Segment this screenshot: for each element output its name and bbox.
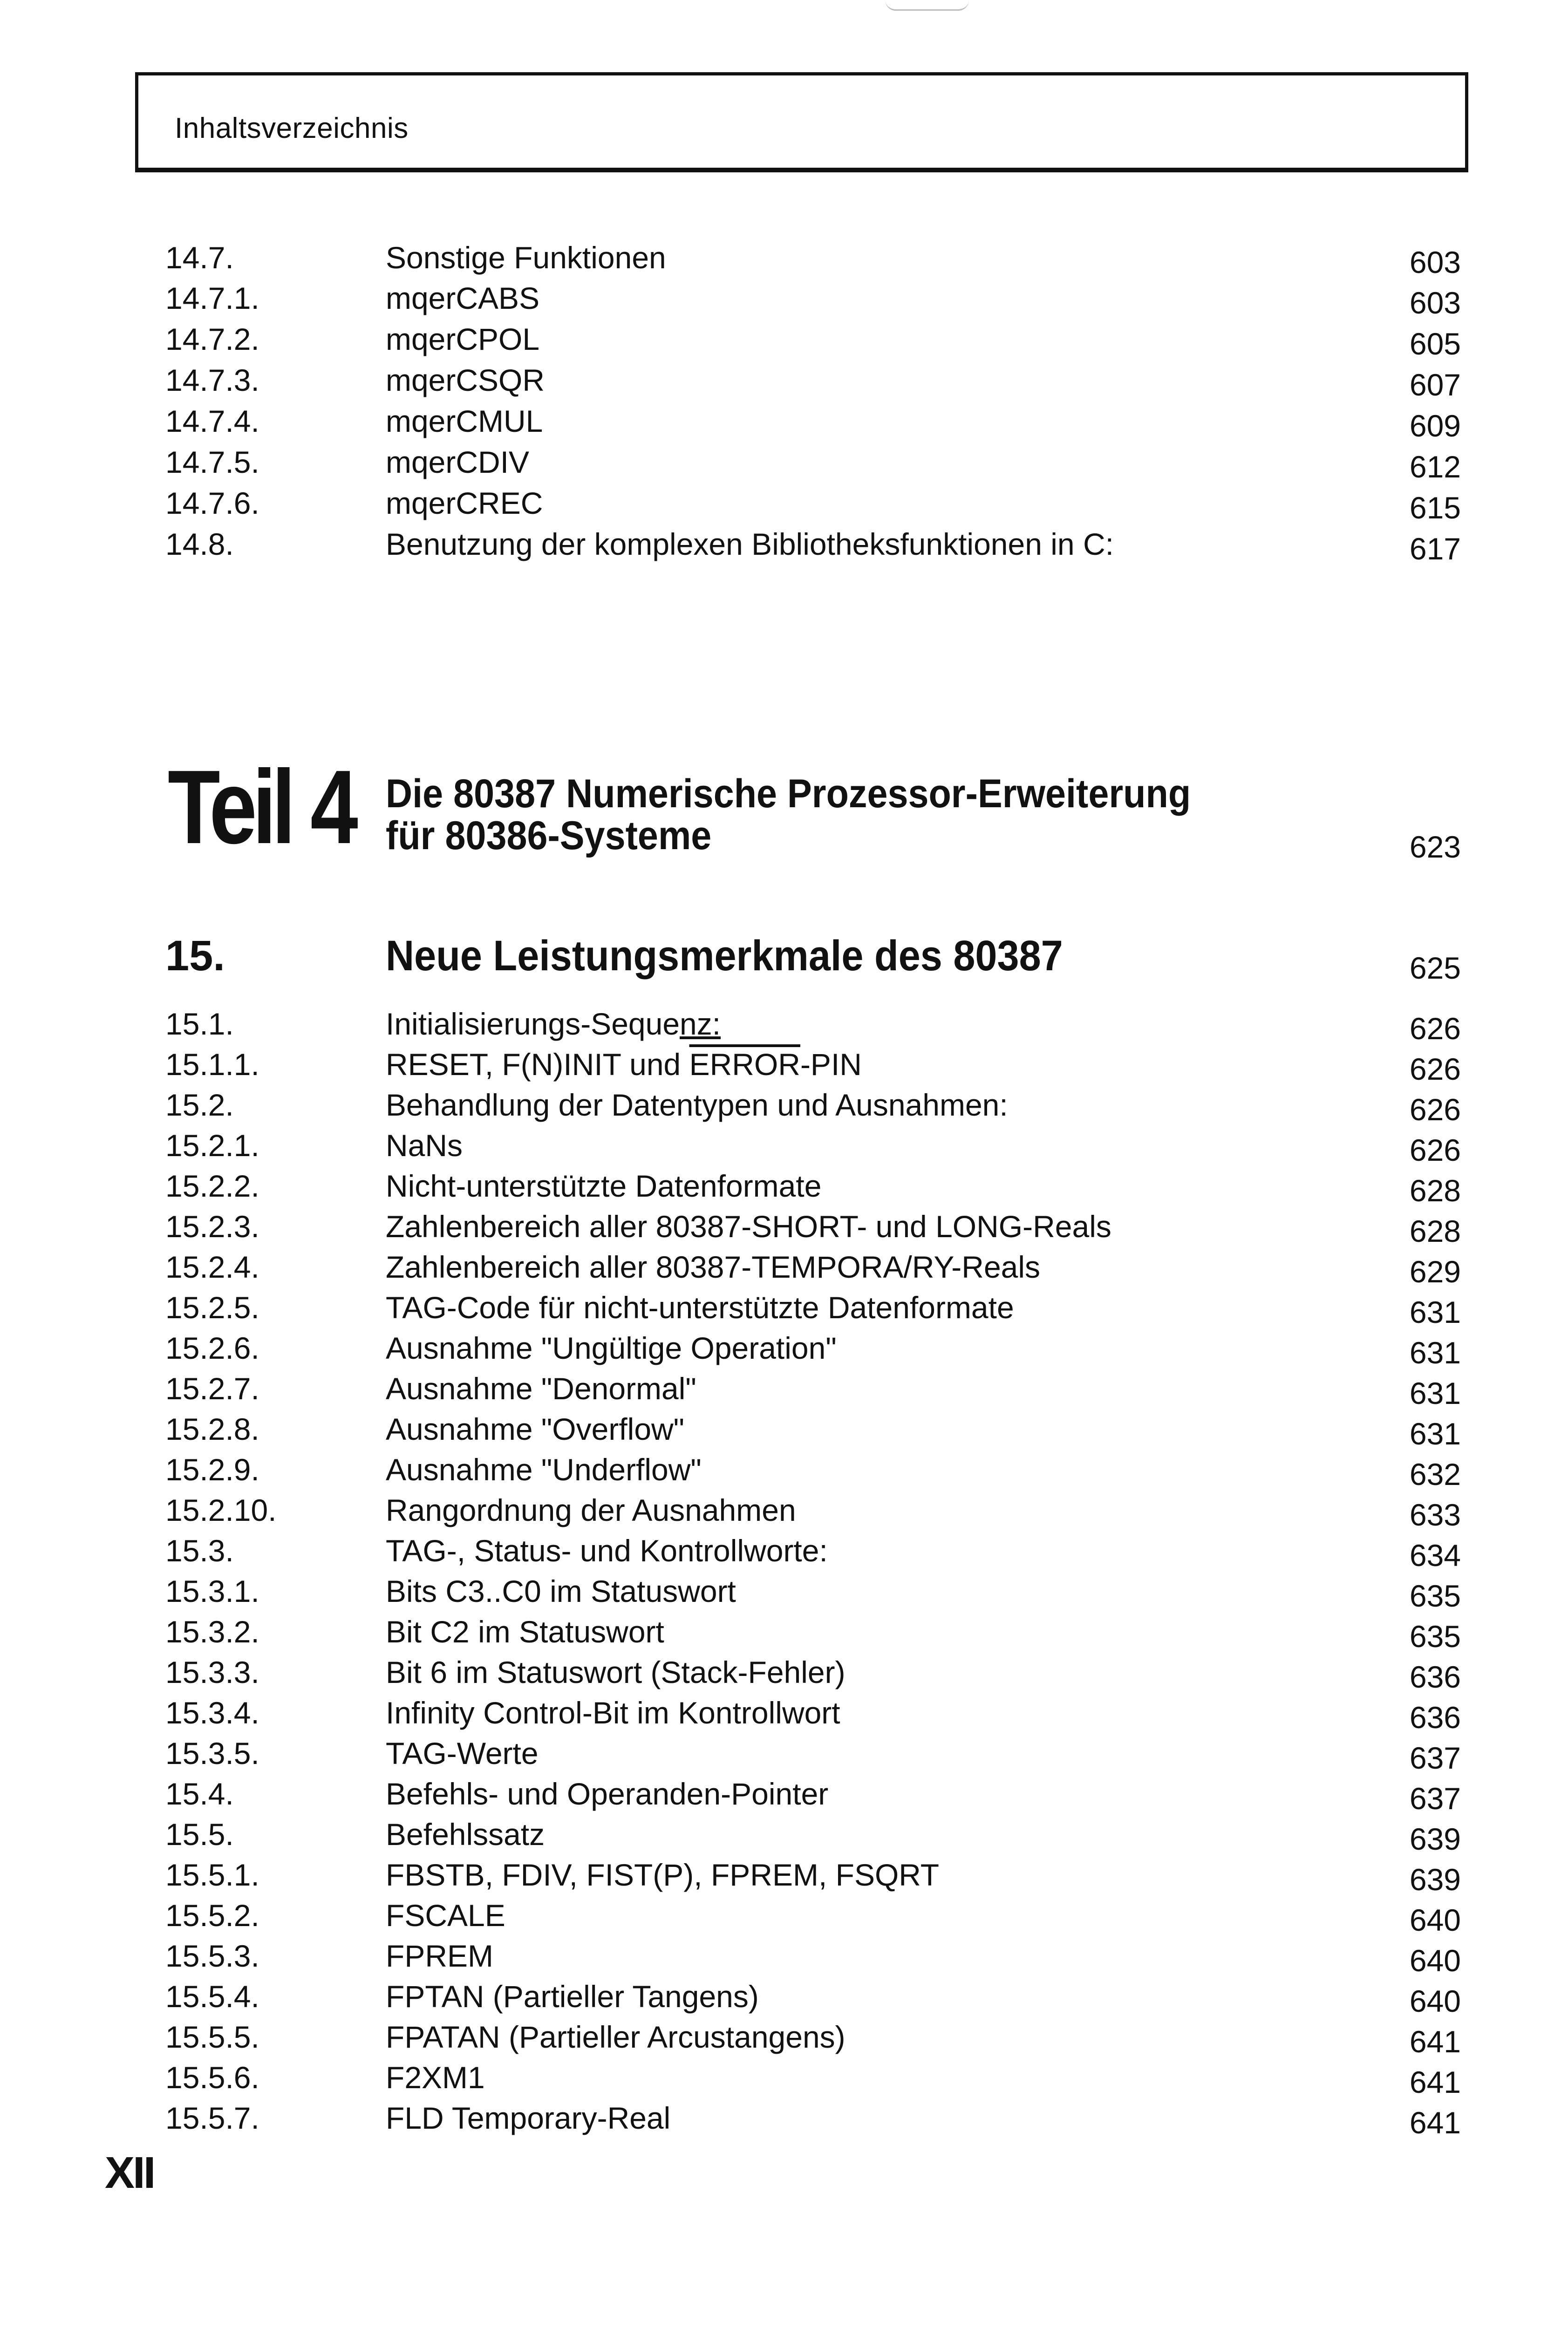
entry-title: TAG-Werte [386,1736,539,1771]
part-title-line-1: Die 80387 Numerische Prozessor-Erweiterung [386,771,1191,816]
part-page: 623 [1409,830,1461,864]
entry-number: 15.2.3. [165,1209,259,1244]
entry-page: 641 [1409,2065,1461,2099]
chapter-title: Neue Leistungsmerkmale des 80387 [386,932,1063,980]
entry-title: FPATAN (Partieller Arcustangens) [386,2020,845,2054]
entry-number: 15.3.4. [165,1696,259,1730]
entry-page: 607 [1409,368,1461,402]
entry-page: 637 [1409,1781,1461,1816]
toc-entry[interactable] [0,1371,1568,1413]
entry-page: 636 [1409,1700,1461,1735]
toc-entry[interactable] [0,403,1568,445]
entry-page: 632 [1409,1457,1461,1491]
toc-entry[interactable] [0,2100,1568,2142]
entry-title-part: -PIN [800,1047,862,1082]
entry-page: 639 [1409,1822,1461,1856]
entry-number: 14.7.4. [165,404,259,438]
entry-title: Benutzung der komplexen Bibliotheksfunktionen in C: [386,527,1114,561]
entry-number: 15.4. [165,1777,234,1811]
entry-title: FPREM [386,1939,493,1973]
entry-title [386,1006,721,1042]
toc-entry[interactable] [0,280,1568,322]
entry-page: 635 [1409,1619,1461,1654]
entry-page: 640 [1409,1984,1461,2018]
entry-number: 14.7.5. [165,445,259,479]
toc-entry[interactable] [0,1533,1568,1575]
toc-entry[interactable] [0,1857,1568,1899]
entry-title: Ausnahme "Ungültige Operation" [386,1331,837,1365]
entry-number: 15.5.4. [165,1979,259,2014]
entry-number: 15.1. [165,1007,234,1041]
entry-title: Rangordnung der Ausnahmen [386,1493,796,1527]
entry-title: Ausnahme "Underflow" [386,1452,702,1487]
toc-entry[interactable] [0,2019,1568,2061]
entry-number: 15.2.4. [165,1250,259,1284]
entry-page: 634 [1409,1538,1461,1573]
entry-number: 15.5.6. [165,2060,259,2095]
header-title: Inhaltsverzeichnis [175,112,409,144]
chapter-page: 625 [1409,951,1461,985]
entry-number: 15.5.1. [165,1858,259,1892]
entry-number: 15.2.6. [165,1331,259,1365]
toc-entry[interactable] [0,526,1568,568]
entry-page: 631 [1409,1376,1461,1410]
chapter-number: 15. [165,932,225,980]
entry-title: mqerCSQR [386,363,545,397]
part-title-line-2: für 80386-Systeme [386,813,712,858]
toc-entry[interactable] [0,1736,1568,1777]
entry-title-part: Initialisierungs-Seque [386,1007,680,1041]
entry-number: 15.2. [165,1088,234,1122]
entry-number: 14.7.3. [165,363,259,397]
entry-title: Behandlung der Datentypen und Ausnahmen: [386,1088,1008,1122]
toc-entry[interactable] [0,1411,1568,1453]
entry-title: mqerCMUL [386,404,543,438]
entry-page: 603 [1409,245,1461,279]
entry-title: Sonstige Funktionen [386,240,666,275]
entry-number: 15.2.9. [165,1452,259,1487]
toc-entry[interactable] [0,1452,1568,1494]
toc-entry[interactable] [0,444,1568,486]
entry-title: FPTAN (Partieller Tangens) [386,1979,759,2014]
toc-entry[interactable] [0,1128,1568,1170]
entry-title: F2XM1 [386,2060,485,2095]
entry-page: 628 [1409,1214,1461,1248]
page-number: XII [105,2148,154,2198]
toc-entry[interactable] [0,1290,1568,1332]
entry-title: TAG-, Status- und Kontrollworte: [386,1533,828,1568]
entry-page: 617 [1409,531,1461,566]
entry-title: TAG-Code für nicht-unterstützte Datenformate [386,1290,1014,1325]
entry-title: Ausnahme "Denormal" [386,1371,696,1406]
toc-entry[interactable] [0,240,1568,282]
toc-entry[interactable] [0,1979,1568,2021]
entry-page: 640 [1409,1903,1461,1937]
entry-page: 629 [1409,1254,1461,1289]
toc-entry[interactable] [0,1087,1568,1129]
entry-title: mqerCREC [386,486,543,520]
entry-number: 15.3.5. [165,1736,259,1771]
entry-page: 639 [1409,1862,1461,1897]
toc-entry[interactable] [0,1817,1568,1859]
entry-title: FLD Temporary-Real [386,2101,671,2135]
toc-entry[interactable] [0,1655,1568,1696]
entry-page: 609 [1409,409,1461,443]
entry-page: 631 [1409,1295,1461,1329]
entry-number: 15.5.3. [165,1939,259,1973]
toc-entry[interactable] [0,1168,1568,1210]
toc-entry[interactable] [0,1047,1568,1089]
entry-title-overlined: ERROR [689,1047,800,1082]
entry-page: 636 [1409,1660,1461,1694]
entry-page: 641 [1409,2024,1461,2059]
toc-entry[interactable] [0,1898,1568,1940]
entry-page: 615 [1409,490,1461,525]
entry-page: 626 [1409,1133,1461,1167]
entry-title: mqerCDIV [386,445,530,479]
toc-entry[interactable] [0,485,1568,527]
entry-page: 626 [1409,1052,1461,1086]
entry-page: 641 [1409,2105,1461,2140]
toc-entry[interactable] [0,1209,1568,1251]
toc-entry[interactable] [0,1614,1568,1656]
toc-entry[interactable] [0,1330,1568,1372]
entry-title: Nicht-unterstützte Datenformate [386,1169,822,1203]
entry-page: 605 [1409,327,1461,361]
entry-title: Infinity Control-Bit im Kontrollwort [386,1696,840,1730]
entry-number: 15.2.2. [165,1169,259,1203]
entry-page: 626 [1409,1011,1461,1046]
entry-title: Bits C3..C0 im Statuswort [386,1574,736,1608]
entry-title: mqerCPOL [386,322,540,356]
entry-title: Ausnahme "Overflow" [386,1412,685,1446]
running-header [135,72,1468,172]
entry-page: 631 [1409,1335,1461,1370]
toc-entry[interactable] [0,1938,1568,1980]
entry-number: 14.7.6. [165,486,259,520]
entry-number: 14.8. [165,527,234,561]
entry-number: 14.7.1. [165,281,259,315]
entry-page: 628 [1409,1173,1461,1208]
entry-number: 15.2.7. [165,1371,259,1406]
entry-title: Zahlenbereich aller 80387-SHORT- und LONG-Reals [386,1209,1111,1244]
entry-title: FBSTB, FDIV, FIST(P), FPREM, FSQRT [386,1858,940,1892]
entry-page: 633 [1409,1498,1461,1532]
toc-entry[interactable] [0,1776,1568,1818]
entry-page: 637 [1409,1741,1461,1775]
entry-title [386,1047,862,1082]
entry-title: Bit 6 im Statuswort (Stack-Fehler) [386,1655,845,1689]
toc-entry[interactable] [0,1573,1568,1615]
toc-entry[interactable] [0,1492,1568,1534]
entry-number: 15.3. [165,1533,234,1568]
entry-title-part: RESET, F(N)INIT und [386,1047,689,1082]
toc-entry[interactable] [0,1695,1568,1737]
entry-number: 15.1.1. [165,1047,259,1082]
entry-number: 15.2.5. [165,1290,259,1325]
entry-number: 15.5. [165,1817,234,1852]
entry-number: 15.3.2. [165,1614,259,1649]
entry-number: 15.2.1. [165,1128,259,1163]
toc-entry[interactable] [0,321,1568,363]
entry-number: 15.5.7. [165,2101,259,2135]
entry-number: 15.2.8. [165,1412,259,1446]
toc-entry[interactable] [0,362,1568,404]
entry-page: 626 [1409,1092,1461,1127]
scan-artifact [885,0,969,11]
entry-title: FSCALE [386,1898,505,1933]
entry-title: Zahlenbereich aller 80387-TEMPORA/RY-Reals [386,1250,1041,1284]
entry-number: 15.5.2. [165,1898,259,1933]
entry-page: 612 [1409,449,1461,484]
toc-entry[interactable] [0,2060,1568,2102]
entry-number: 15.5.5. [165,2020,259,2054]
entry-title: Befehlssatz [386,1817,545,1852]
entry-number: 15.2.10. [165,1493,277,1527]
entry-title: NaNs [386,1128,463,1163]
entry-title: Befehls- und Operanden-Pointer [386,1777,829,1811]
entry-number: 15.3.1. [165,1574,259,1608]
entry-title-underlined: nz: [680,1007,721,1041]
entry-page: 603 [1409,286,1461,320]
part-label: Teil 4 [168,748,354,865]
entry-page: 640 [1409,1943,1461,1978]
entry-number: 14.7.2. [165,322,259,356]
entry-page: 635 [1409,1579,1461,1613]
entry-title: mqerCABS [386,281,540,315]
toc-entry[interactable] [0,1006,1568,1048]
entry-number: 14.7. [165,240,234,275]
toc-entry[interactable] [0,1249,1568,1291]
entry-number: 15.3.3. [165,1655,259,1689]
entry-page: 631 [1409,1416,1461,1451]
entry-title: Bit C2 im Statuswort [386,1614,664,1649]
